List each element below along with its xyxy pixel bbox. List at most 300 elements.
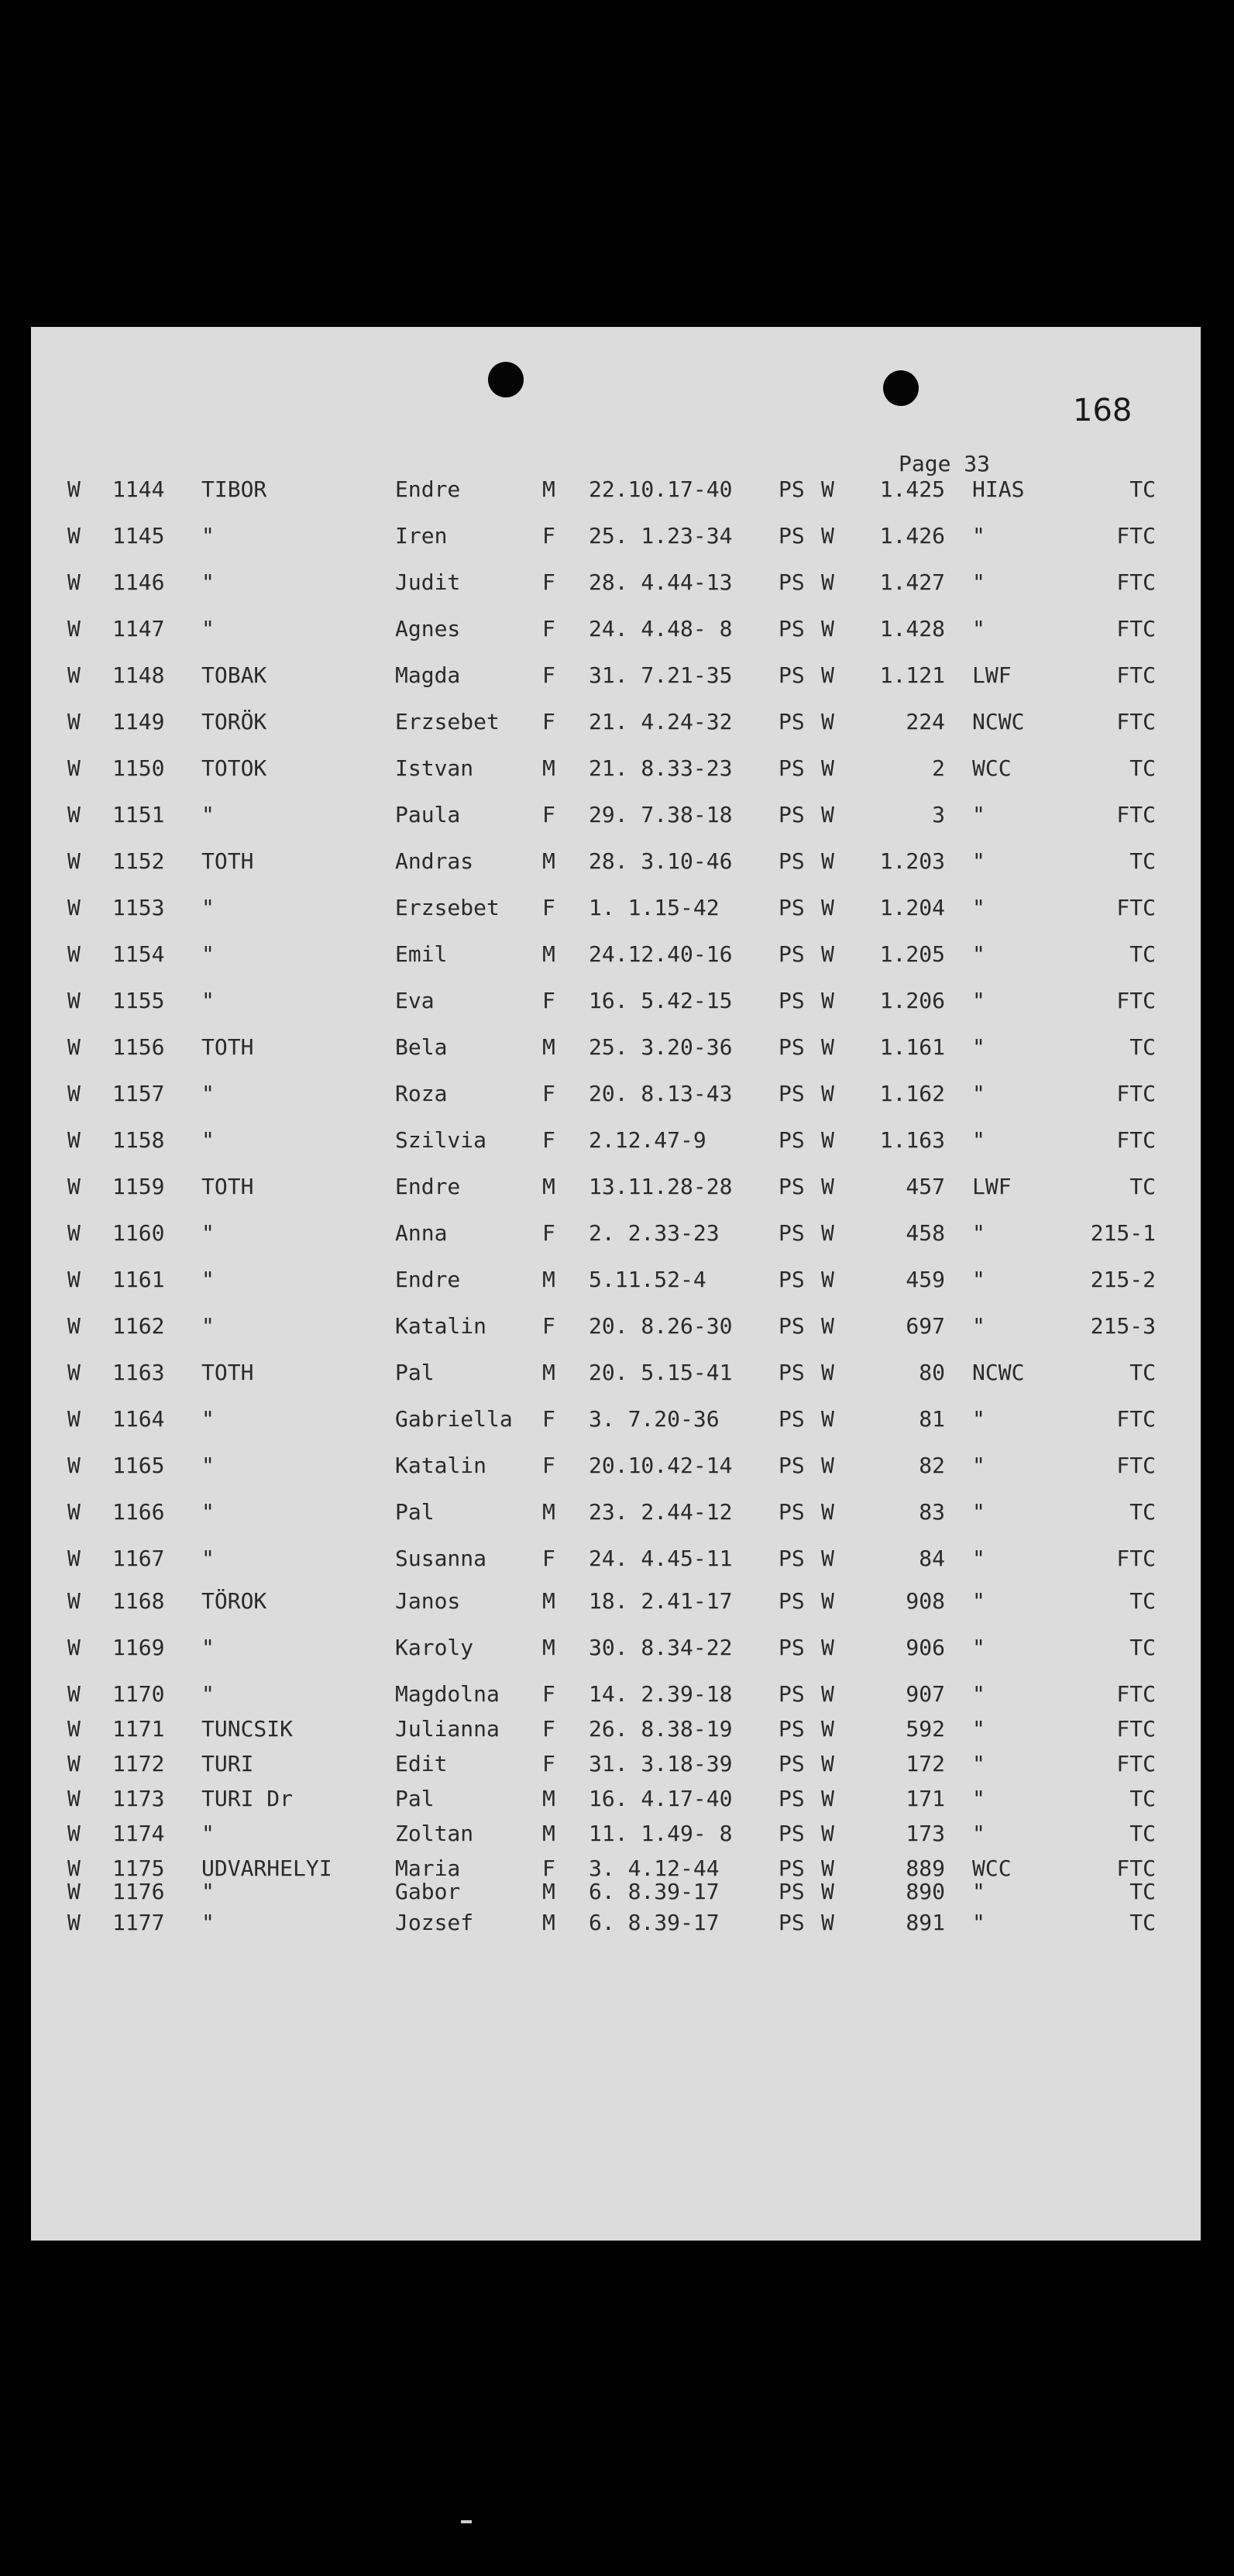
cell-cert: 697	[906, 1313, 945, 1339]
cell-dob: 16. 5.42-15	[589, 988, 733, 1013]
cell-last: TIBOR	[201, 476, 267, 502]
cell-last: "	[201, 895, 215, 920]
cell-cert: 907	[906, 1681, 945, 1707]
cell-agency: "	[972, 1499, 985, 1525]
cell-num: 1150	[112, 755, 165, 781]
cell-cert: 173	[906, 1821, 945, 1846]
cell-w: W	[67, 1751, 81, 1776]
cell-agency: "	[972, 988, 985, 1013]
cell-num: 1146	[112, 569, 165, 595]
cell-agency: LWF	[972, 1174, 1012, 1199]
cell-cert: 1.161	[879, 1034, 945, 1060]
cell-last: UDVARHELYI	[201, 1855, 332, 1881]
cell-first: Magdolna	[395, 1681, 500, 1707]
cell-agency: "	[972, 1751, 985, 1776]
cell-num: 1148	[112, 662, 165, 688]
cell-w: W	[67, 1127, 81, 1153]
cell-w: W	[67, 1406, 81, 1432]
cell-ps: PS	[779, 1127, 805, 1153]
cell-sex: M	[542, 1174, 555, 1199]
cell-first: Janos	[395, 1588, 461, 1614]
cell-w2: W	[821, 616, 834, 641]
cell-code: FTC	[1116, 1406, 1156, 1432]
cell-w2: W	[821, 895, 834, 920]
cell-sex: M	[542, 1360, 555, 1385]
cell-w: W	[67, 1855, 81, 1881]
cell-sex: M	[542, 941, 555, 967]
cell-agency: "	[972, 616, 985, 641]
cell-w: W	[67, 1267, 81, 1292]
table-row	[31, 1404, 1201, 1435]
table-row	[31, 1171, 1201, 1202]
cell-w2: W	[821, 1716, 834, 1742]
cell-code: TC	[1129, 1635, 1156, 1660]
cell-agency: HIAS	[972, 476, 1025, 502]
cell-w2: W	[821, 1635, 834, 1660]
cell-w2: W	[821, 1499, 834, 1525]
cell-ps: PS	[779, 802, 805, 827]
cell-code: FTC	[1116, 662, 1156, 688]
cell-first: Zoltan	[395, 1821, 474, 1846]
cell-w2: W	[821, 988, 834, 1013]
cell-last: "	[201, 1635, 215, 1660]
cell-code: FTC	[1116, 1127, 1156, 1153]
cell-num: 1149	[112, 709, 165, 734]
table-row	[31, 1543, 1201, 1574]
cell-w: W	[67, 1910, 81, 1935]
cell-ps: PS	[779, 1034, 805, 1060]
cell-ps: PS	[779, 1716, 805, 1742]
cell-w2: W	[821, 1681, 834, 1707]
cell-sex: M	[542, 1821, 555, 1846]
cell-w2: W	[821, 569, 834, 595]
cell-cert: 2	[932, 755, 945, 781]
cell-num: 1160	[112, 1220, 165, 1246]
cell-dob: 26. 8.38-19	[589, 1716, 733, 1742]
cell-last: TOTH	[201, 848, 254, 874]
cell-first: Endre	[395, 476, 461, 502]
cell-agency: "	[972, 1879, 985, 1904]
cell-w: W	[67, 709, 81, 734]
cell-w2: W	[821, 1406, 834, 1432]
cell-sex: F	[542, 616, 555, 641]
cell-w2: W	[821, 802, 834, 827]
cell-cert: 1.206	[879, 988, 945, 1013]
cell-w: W	[67, 1360, 81, 1385]
cell-ps: PS	[779, 1499, 805, 1525]
cell-num: 1147	[112, 616, 165, 641]
cell-sex: M	[542, 1786, 555, 1811]
cell-w: W	[67, 848, 81, 874]
cell-first: Edit	[395, 1751, 448, 1776]
cell-ps: PS	[779, 1081, 805, 1106]
cell-w2: W	[821, 1220, 834, 1246]
table-row	[31, 846, 1201, 877]
cell-last: TOTOK	[201, 755, 267, 781]
cell-w2: W	[821, 1360, 834, 1385]
cell-num: 1162	[112, 1313, 165, 1339]
cell-cert: 889	[906, 1855, 945, 1881]
cell-dob: 22.10.17-40	[589, 476, 733, 502]
cell-cert: 82	[919, 1453, 945, 1478]
cell-dob: 25. 3.20-36	[589, 1034, 733, 1060]
cell-num: 1171	[112, 1716, 165, 1742]
cell-dob: 24.12.40-16	[589, 941, 733, 967]
cell-code: TC	[1129, 1174, 1156, 1199]
cell-first: Susanna	[395, 1546, 487, 1571]
cell-cert: 80	[919, 1360, 945, 1385]
table-row	[31, 1907, 1201, 1938]
cell-agency: "	[972, 1546, 985, 1571]
cell-sex: M	[542, 1267, 555, 1292]
cell-first: Gabor	[395, 1879, 461, 1904]
cell-code: TC	[1129, 1499, 1156, 1525]
cell-dob: 6. 8.39-17	[589, 1879, 720, 1904]
table-row	[31, 985, 1201, 1016]
table-row	[31, 1818, 1201, 1849]
cell-w2: W	[821, 1588, 834, 1614]
cell-w: W	[67, 941, 81, 967]
cell-last: TURI	[201, 1751, 254, 1776]
table-row	[31, 521, 1201, 552]
table-row	[31, 753, 1201, 784]
cell-last: TOBAK	[201, 662, 267, 688]
cell-num: 1152	[112, 848, 165, 874]
cell-sex: M	[542, 1879, 555, 1904]
cell-sex: M	[542, 476, 555, 502]
cell-dob: 18. 2.41-17	[589, 1588, 733, 1614]
cell-w: W	[67, 1681, 81, 1707]
cell-dob: 5.11.52-4	[589, 1267, 706, 1292]
cell-agency: "	[972, 895, 985, 920]
table-row	[31, 1632, 1201, 1663]
cell-dob: 23. 2.44-12	[589, 1499, 733, 1525]
cell-code: TC	[1129, 476, 1156, 502]
cell-code: 215-3	[1090, 1313, 1156, 1339]
cell-first: Magda	[395, 662, 461, 688]
cell-w: W	[67, 1588, 81, 1614]
cell-num: 1161	[112, 1267, 165, 1292]
cell-sex: M	[542, 1588, 555, 1614]
cell-sex: M	[542, 848, 555, 874]
cell-last: "	[201, 1499, 215, 1525]
cell-w: W	[67, 523, 81, 549]
cell-sex: F	[542, 709, 555, 734]
cell-ps: PS	[779, 1879, 805, 1904]
cell-code: FTC	[1116, 569, 1156, 595]
cell-last: TUNCSIK	[201, 1716, 294, 1742]
page-label: Page 33	[899, 451, 991, 476]
cell-dob: 20.10.42-14	[589, 1453, 733, 1478]
cell-num: 1175	[112, 1855, 165, 1881]
cell-num: 1170	[112, 1681, 165, 1707]
cell-last: "	[201, 1220, 215, 1246]
cell-last: "	[201, 1406, 215, 1432]
cell-w2: W	[821, 662, 834, 688]
cell-w: W	[67, 802, 81, 827]
cell-ps: PS	[779, 1453, 805, 1478]
cell-w2: W	[821, 1453, 834, 1478]
cell-code: FTC	[1116, 802, 1156, 827]
cell-ps: PS	[779, 1821, 805, 1846]
cell-last: "	[201, 802, 215, 827]
cell-cert: 458	[906, 1220, 945, 1246]
cell-first: Anna	[395, 1220, 448, 1246]
cell-sex: M	[542, 755, 555, 781]
cell-ps: PS	[779, 1546, 805, 1571]
cell-agency: "	[972, 1081, 985, 1106]
table-row	[31, 567, 1201, 598]
cell-sex: F	[542, 569, 555, 595]
cell-agency: "	[972, 1453, 985, 1478]
cell-first: Erzsebet	[395, 895, 500, 920]
cell-dob: 16. 4.17-40	[589, 1786, 733, 1811]
cell-dob: 2.12.47-9	[589, 1127, 706, 1153]
page-number: 168	[1073, 393, 1133, 428]
cell-first: Gabriella	[395, 1406, 513, 1432]
cell-agency: "	[972, 1681, 985, 1707]
cell-ps: PS	[779, 523, 805, 549]
table-row	[31, 1311, 1201, 1342]
cell-first: Endre	[395, 1267, 461, 1292]
cell-ps: PS	[779, 569, 805, 595]
table-row	[31, 1497, 1201, 1528]
table-row	[31, 474, 1201, 505]
cell-sex: F	[542, 1220, 555, 1246]
record-table	[31, 327, 1201, 2241]
cell-cert: 592	[906, 1716, 945, 1742]
cell-num: 1156	[112, 1034, 165, 1060]
cell-agency: "	[972, 1406, 985, 1432]
cell-w: W	[67, 1034, 81, 1060]
cell-num: 1159	[112, 1174, 165, 1199]
cell-sex: M	[542, 1034, 555, 1060]
cell-dob: 28. 3.10-46	[589, 848, 733, 874]
cell-sex: F	[542, 1751, 555, 1776]
cell-code: TC	[1129, 1821, 1156, 1846]
cell-num: 1153	[112, 895, 165, 920]
cell-num: 1151	[112, 802, 165, 827]
cell-code: TC	[1129, 1786, 1156, 1811]
table-row	[31, 1749, 1201, 1780]
cell-dob: 3. 7.20-36	[589, 1406, 720, 1432]
cell-cert: 1.121	[879, 662, 945, 688]
cell-sex: F	[542, 1546, 555, 1571]
cell-last: "	[201, 1821, 215, 1846]
cell-cert: 1.425	[879, 476, 945, 502]
cell-num: 1172	[112, 1751, 165, 1776]
cell-first: Katalin	[395, 1453, 487, 1478]
cell-w: W	[67, 1821, 81, 1846]
cell-dob: 3. 4.12-44	[589, 1855, 720, 1881]
cell-code: 215-2	[1090, 1267, 1156, 1292]
cell-num: 1166	[112, 1499, 165, 1525]
cell-sex: M	[542, 1499, 555, 1525]
table-row	[31, 614, 1201, 645]
cell-w2: W	[821, 755, 834, 781]
cell-agency: "	[972, 569, 985, 595]
cell-code: TC	[1129, 1879, 1156, 1904]
cell-sex: F	[542, 662, 555, 688]
cell-first: Bela	[395, 1034, 448, 1060]
cell-first: Pal	[395, 1360, 435, 1385]
table-row	[31, 1264, 1201, 1295]
cell-last: TOTH	[201, 1174, 254, 1199]
cell-sex: F	[542, 1855, 555, 1881]
cell-last: "	[201, 1081, 215, 1106]
cell-last: "	[201, 1681, 215, 1707]
cell-cert: 908	[906, 1588, 945, 1614]
cell-first: Istvan	[395, 755, 474, 781]
cell-last: "	[201, 1127, 215, 1153]
cell-cert: 81	[919, 1406, 945, 1432]
cell-dob: 20. 8.26-30	[589, 1313, 733, 1339]
cell-w: W	[67, 569, 81, 595]
cell-agency: "	[972, 1127, 985, 1153]
cell-cert: 1.203	[879, 848, 945, 874]
cell-agency: LWF	[972, 662, 1012, 688]
cell-sex: F	[542, 1127, 555, 1153]
cell-first: Endre	[395, 1174, 461, 1199]
cell-w: W	[67, 1453, 81, 1478]
cell-cert: 1.428	[879, 616, 945, 641]
cell-agency: WCC	[972, 755, 1012, 781]
cell-cert: 172	[906, 1751, 945, 1776]
cell-dob: 29. 7.38-18	[589, 802, 733, 827]
cell-ps: PS	[779, 1313, 805, 1339]
cell-ps: PS	[779, 848, 805, 874]
cell-sex: F	[542, 1081, 555, 1106]
cell-sex: F	[542, 1406, 555, 1432]
cell-w: W	[67, 1174, 81, 1199]
cell-w2: W	[821, 1910, 834, 1935]
table-row	[31, 1218, 1201, 1249]
cell-ps: PS	[779, 1588, 805, 1614]
cell-sex: F	[542, 1716, 555, 1742]
cell-ps: PS	[779, 616, 805, 641]
cell-agency: "	[972, 941, 985, 967]
cell-last: "	[201, 616, 215, 641]
cell-code: TC	[1129, 1034, 1156, 1060]
cell-w: W	[67, 1313, 81, 1339]
cell-dob: 11. 1.49- 8	[589, 1821, 733, 1846]
cell-cert: 906	[906, 1635, 945, 1660]
cell-code: FTC	[1116, 1546, 1156, 1571]
cell-first: Emil	[395, 941, 448, 967]
cell-code: FTC	[1116, 709, 1156, 734]
cell-sex: F	[542, 1313, 555, 1339]
cell-first: Roza	[395, 1081, 448, 1106]
cell-code: FTC	[1116, 988, 1156, 1013]
cell-cert: 1.162	[879, 1081, 945, 1106]
cell-first: Andras	[395, 848, 474, 874]
cell-cert: 891	[906, 1910, 945, 1935]
cell-first: Pal	[395, 1786, 435, 1811]
cell-dob: 21. 4.24-32	[589, 709, 733, 734]
cell-sex: F	[542, 988, 555, 1013]
cell-ps: PS	[779, 662, 805, 688]
cell-ps: PS	[779, 1855, 805, 1881]
cell-w2: W	[821, 1313, 834, 1339]
cell-sex: M	[542, 1635, 555, 1660]
cell-first: Katalin	[395, 1313, 487, 1339]
table-row	[31, 1078, 1201, 1109]
cell-dob: 28. 4.44-13	[589, 569, 733, 595]
cell-last: "	[201, 1313, 215, 1339]
cell-num: 1155	[112, 988, 165, 1013]
cell-ps: PS	[779, 1174, 805, 1199]
cell-w2: W	[821, 1879, 834, 1904]
table-row	[31, 1450, 1201, 1481]
cell-ps: PS	[779, 941, 805, 967]
cell-w: W	[67, 1546, 81, 1571]
cell-w: W	[67, 1081, 81, 1106]
cell-ps: PS	[779, 1360, 805, 1385]
cell-num: 1177	[112, 1910, 165, 1935]
cell-ps: PS	[779, 1406, 805, 1432]
cell-dob: 14. 2.39-18	[589, 1681, 733, 1707]
cell-dob: 6. 8.39-17	[589, 1910, 720, 1935]
cell-w2: W	[821, 1267, 834, 1292]
cell-w2: W	[821, 1546, 834, 1571]
cell-num: 1173	[112, 1786, 165, 1811]
cell-agency: "	[972, 523, 985, 549]
cell-last: "	[201, 988, 215, 1013]
cell-code: 215-1	[1090, 1220, 1156, 1246]
table-row	[31, 800, 1201, 831]
cell-code: FTC	[1116, 1751, 1156, 1776]
cell-sex: F	[542, 1453, 555, 1478]
cell-sex: F	[542, 802, 555, 827]
cell-ps: PS	[779, 988, 805, 1013]
cell-cert: 890	[906, 1879, 945, 1904]
cell-w2: W	[821, 1127, 834, 1153]
cell-ps: PS	[779, 1635, 805, 1660]
cell-ps: PS	[779, 476, 805, 502]
cell-agency: "	[972, 1635, 985, 1660]
table-row	[31, 1586, 1201, 1617]
cell-last: "	[201, 523, 215, 549]
cell-ps: PS	[779, 1786, 805, 1811]
cell-agency: "	[972, 848, 985, 874]
cell-ps: PS	[779, 895, 805, 920]
cell-num: 1169	[112, 1635, 165, 1660]
cell-agency: "	[972, 1313, 985, 1339]
cell-num: 1168	[112, 1588, 165, 1614]
cell-last: "	[201, 1546, 215, 1571]
scan-mark	[461, 2520, 472, 2523]
cell-code: FTC	[1116, 895, 1156, 920]
cell-dob: 20. 8.13-43	[589, 1081, 733, 1106]
cell-sex: F	[542, 895, 555, 920]
cell-num: 1167	[112, 1546, 165, 1571]
cell-w2: W	[821, 523, 834, 549]
cell-first: Judit	[395, 569, 461, 595]
cell-code: TC	[1129, 848, 1156, 874]
cell-code: TC	[1129, 1588, 1156, 1614]
table-row	[31, 939, 1201, 970]
cell-first: Eva	[395, 988, 435, 1013]
cell-agency: "	[972, 1034, 985, 1060]
cell-first: Agnes	[395, 616, 461, 641]
cell-first: Iren	[395, 523, 448, 549]
cell-w2: W	[821, 1786, 834, 1811]
cell-w2: W	[821, 1821, 834, 1846]
cell-last: "	[201, 569, 215, 595]
table-row	[31, 892, 1201, 923]
table-row	[31, 1679, 1201, 1710]
cell-last: "	[201, 1910, 215, 1935]
